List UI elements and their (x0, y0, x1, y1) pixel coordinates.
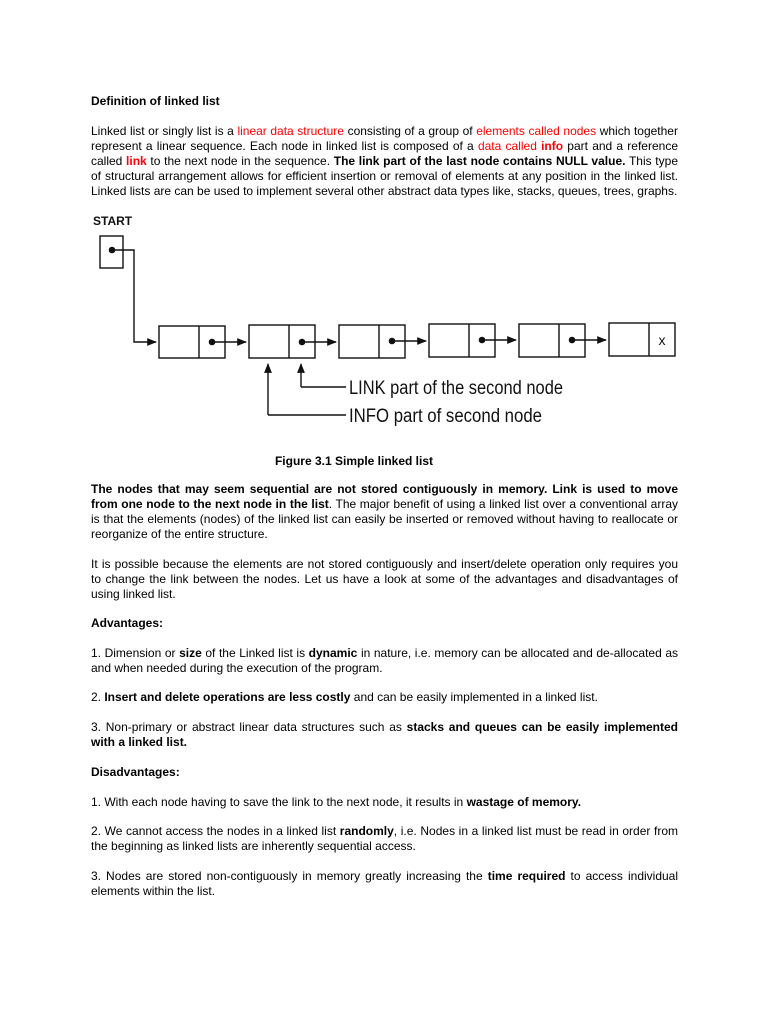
start-label: START (93, 214, 133, 228)
paragraph-definition: Linked list or singly list is a linear data structure consisting of a group of elements called nodes which together represent a linear sequence. Each node in linked list is composed of a data called info part and a reference called link to the next node in the sequence. The link part of the last node contains NULL value. This type of structural arrangement allows for efficient insertion or removal of elements at any position in the linked list. Linked lists are can be used to implement several other abstract data types like, stacks, queues, trees, graphs. (91, 124, 679, 198)
disadvantage-3: 3. Nodes are stored non-contiguously in memory greatly increasing the time required to access individual elements within the list. (91, 869, 679, 898)
figure-caption: Figure 3.1 Simple linked list (274, 454, 434, 468)
start-link-arrow (115, 250, 156, 342)
disadvantage-2: 2. We cannot access the nodes in a linked list randomly, i.e. Nodes in a linked list must be read in order from the beginning as linked lists are inherently sequential access. (91, 824, 679, 853)
null-mark: x (658, 332, 666, 348)
advantage-2: 2. Insert and delete operations are less costly and can be easily implemented in a linked list. (91, 690, 598, 704)
paragraph-nodes-memory: The nodes that may seem sequential are not stored contiguously in memory. Link is used to move from one node to the next node in the list. The major benefit of using a linked list over a conventional array is that the elements (nodes) of the linked list can easily be inserted or removed without having to reallocate or reorganize of the entire structure. (91, 482, 678, 541)
heading-advantages: Advantages: (91, 616, 164, 630)
start-pointer-dot (109, 247, 114, 252)
linked-list-diagram (88, 212, 688, 437)
info-part-label: INFO part of second node (349, 406, 542, 427)
heading-disadvantages: Disadvantages: (91, 765, 180, 779)
disadvantage-1: 1. With each node having to save the link to the next node, it results in wastage of memory. (91, 795, 582, 809)
linked-list-figure (88, 212, 688, 437)
advantage-3: 3. Non-primary or abstract linear data structures such as stacks and queues can be easily implemented with a linked list. (91, 720, 679, 749)
advantage-1: 1. Dimension or size of the Linked list is dynamic in nature, i.e. memory can be allocated and de-allocated as and when needed during the execution of the program. (91, 646, 679, 675)
heading-definition: Definition of linked list (91, 94, 220, 108)
paragraph-insert-delete: It is possible because the elements are not stored contiguously and insert/delete operation only requires you to change the link between the nodes. Let us have a look at some of the advantages and disadvantages of using linked list. (91, 557, 678, 601)
link-part-label: LINK part of the second node (349, 378, 563, 399)
